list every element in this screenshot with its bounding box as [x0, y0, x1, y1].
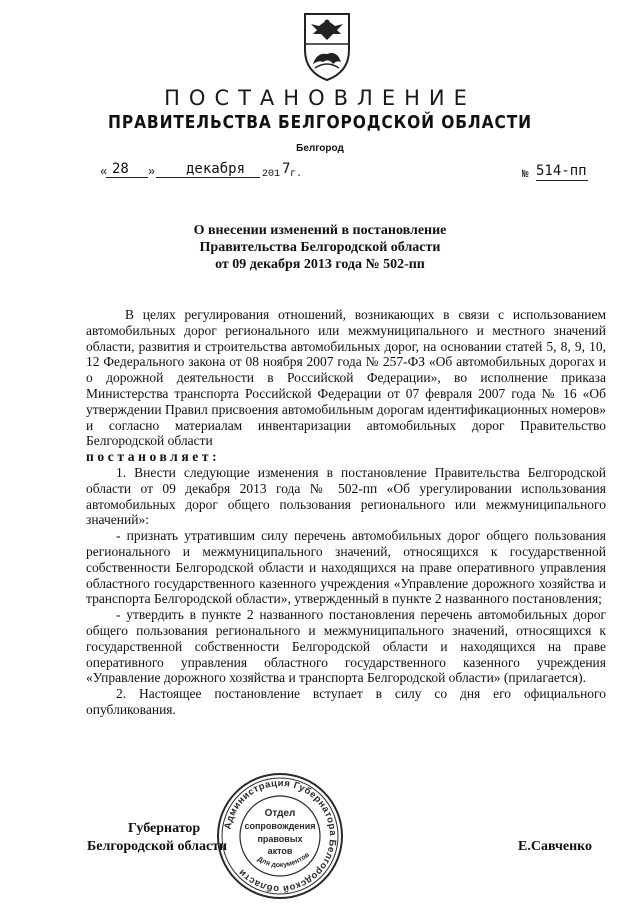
- bullet-1-paragraph: - признать утратившим силу перечень автомобильных дорог общего пользования регионального и межмуниципального значений, относящихся к государственной собственности Белгородской области и находящихся на праве оперативного управления областного государственного казенного учреждения «Управление дорожного хозяйства и транспорта Белгородской области», утвержденный в пункте 2 названного постановления;: [86, 528, 606, 607]
- stamp-ring-text: Администрация Губернатора Белгородской области: [222, 777, 339, 895]
- date-month: декабря: [186, 161, 246, 177]
- date-day-underline: [106, 167, 148, 178]
- signatory-position-line-1: Губернатор: [128, 821, 201, 836]
- stamp-center-line-3: правовых: [257, 834, 303, 844]
- bullet-2-paragraph: - утвердить в пункте 2 названного постановления перечень автомобильных дорог общего пользования регионального и межмуниципального значений, относящихся к государственной собственности Белгородской области и находящихся на праве оперативного управления областного государственного казенного учреждения «Управление дорожного хозяйства и транспорта Белгородской области» (прилагается).: [86, 607, 606, 686]
- heading-line-1: О внесении изменений в постановление: [193, 223, 447, 238]
- document-number: 514-пп: [536, 163, 587, 179]
- intro-paragraph: В целях регулирования отношений, возникающих в связи с использованием автомобильных дорог регионального или межмуниципального и местного значений области, развития и строительства автомобильных дорог, на основании статей 5, 8, 9, 10, 12 Федерального закона от 08 ноября 2007 года № 257-ФЗ «Об автомобильных дорогах и о дорожной деятельности в Российской Федерации», во исполнение приказа Министерства транспорта Российской Федерации от 07 февраля 2007 года № 16 «Об утверждении Правил присвоения автомобильным дорогам идентификационных номеров» и согласно материалам инвентаризации автомобильных дорог Правительство Белгородской области: [86, 307, 606, 449]
- date-year-digit: 7: [282, 161, 291, 177]
- date-year-prefix: 201: [262, 169, 281, 180]
- item-2-paragraph: 2. Настоящее постановление вступает в силу со дня его официального опубликования.: [86, 686, 606, 717]
- number-underline: [536, 180, 588, 181]
- decree-word: постановляет:: [86, 449, 221, 465]
- date-close-quote: »: [148, 165, 156, 179]
- signatory-name: Е.Савченко: [518, 839, 593, 854]
- date-open-quote: «: [100, 165, 108, 179]
- signatory-position-line-2: Белгородской области: [87, 839, 228, 854]
- date-year-suffix: г.: [290, 169, 303, 180]
- date-day: 28: [112, 161, 129, 177]
- heading-line-2: Правительства Белгородской области: [199, 240, 441, 255]
- document-body: [86, 307, 606, 718]
- document-type-title: ПОСТАНОВЛЕНИЕ: [164, 86, 476, 110]
- date-month-underline: [156, 167, 260, 178]
- issue-city: Белгород: [296, 143, 344, 154]
- document-heading: [0, 222, 640, 273]
- issuing-authority: ПРАВИТЕЛЬСТВА БЕЛГОРОДСКОЙ ОБЛАСТИ: [108, 112, 532, 133]
- stamp-center-line-1: Отдел: [264, 808, 296, 819]
- official-stamp: [216, 772, 344, 900]
- heading-line-3: от 09 декабря 2013 года № 502-пп: [215, 257, 425, 272]
- stamp-center-line-4: актов: [267, 846, 293, 856]
- coat-of-arms-emblem: [297, 10, 357, 84]
- stamp-center-line-2: сопровождения: [244, 821, 316, 831]
- item-1-paragraph: 1. Внести следующие изменения в постановление Правительства Белгородской области от 09 декабря 2013 года № 502-пп «Об урегулировании использования автомобильных дорог общего пользования регионального или межмуниципального значений»:: [86, 464, 606, 528]
- number-prefix: №: [522, 169, 529, 181]
- stamp-bottom-text: Для документов: [256, 851, 311, 870]
